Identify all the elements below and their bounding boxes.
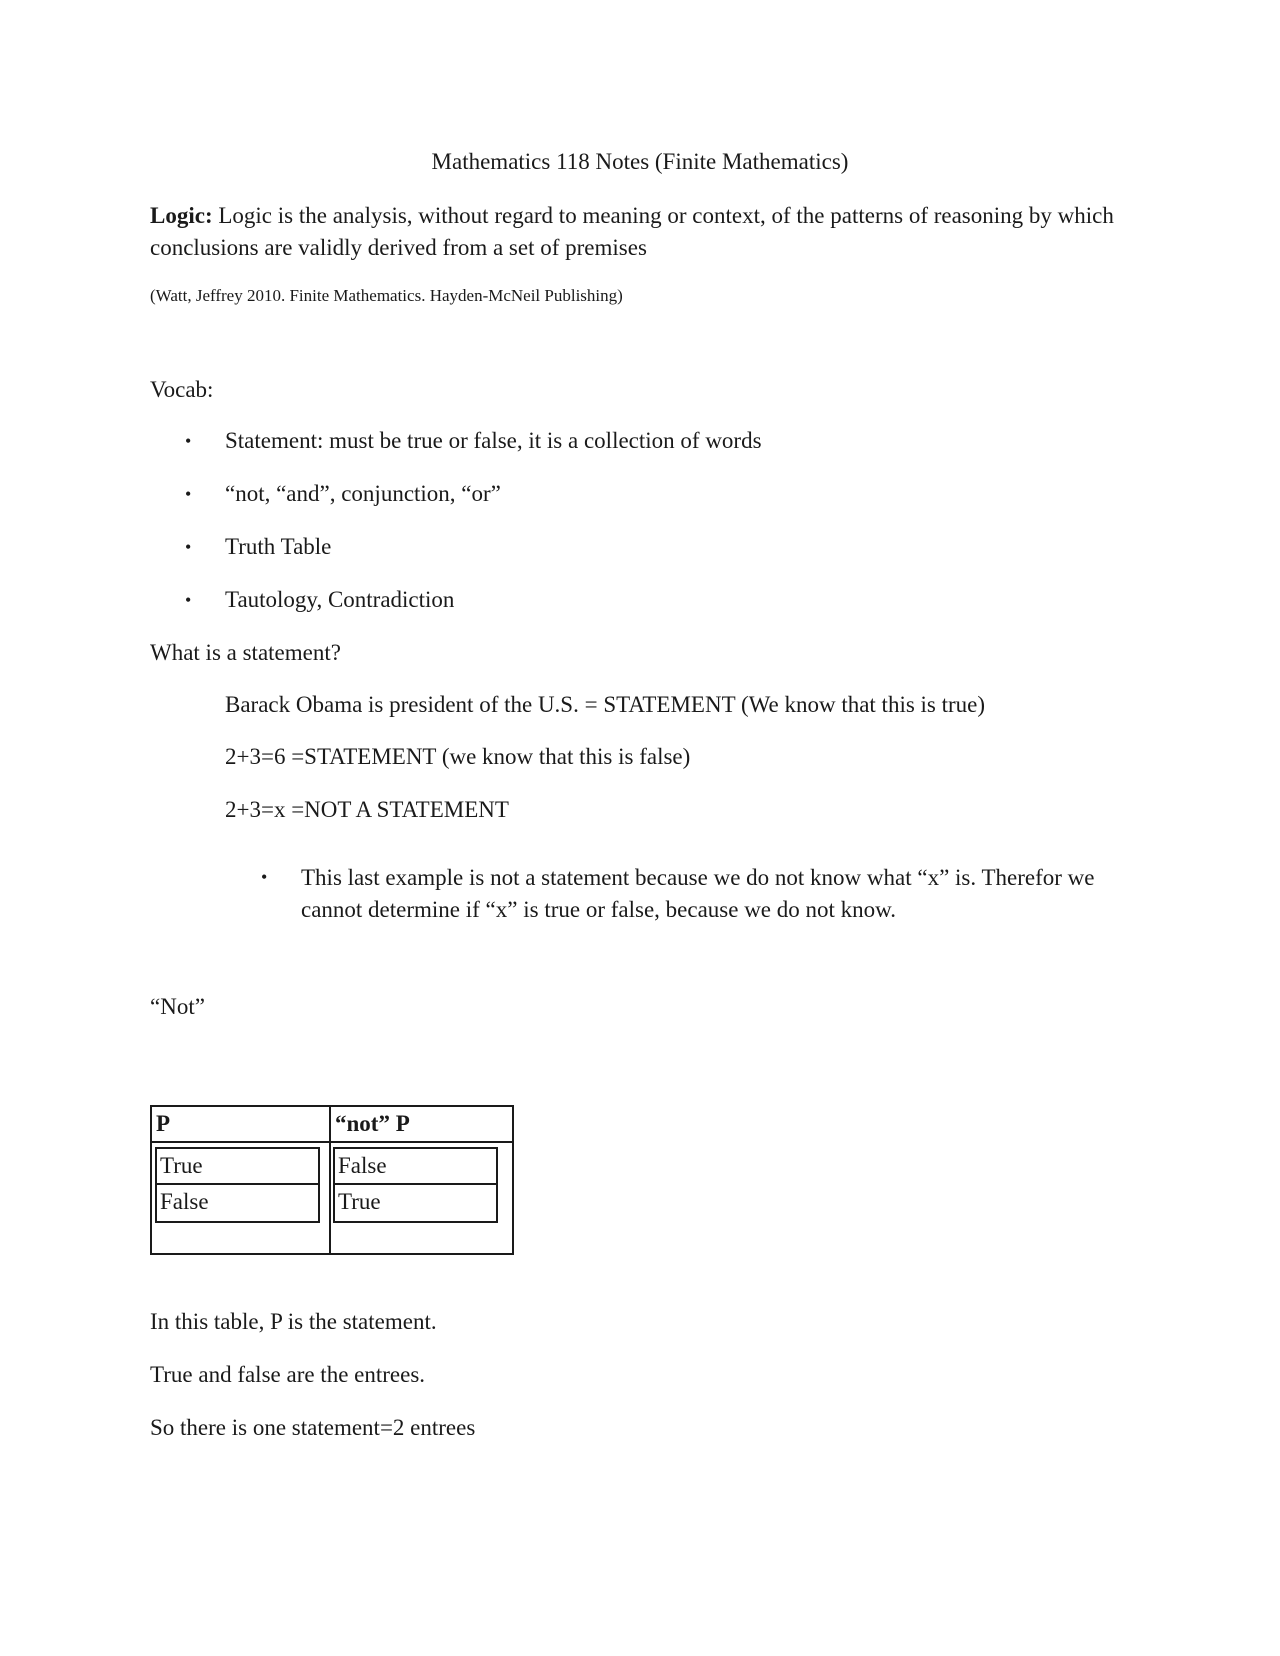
table-header-not-p: “not” P [335, 1111, 410, 1136]
bullet-glyph: • [185, 484, 192, 504]
bullet-glyph: • [185, 537, 192, 557]
vocab-item: Truth Table [225, 534, 332, 559]
vocab-item: Statement: must be true or false, it is a collection of words [225, 428, 762, 453]
statement-heading: What is a statement? [150, 640, 341, 665]
bullet-glyph: • [261, 867, 268, 887]
bullet-glyph: • [185, 590, 192, 610]
truth-table-not [150, 1105, 514, 1255]
closing-line: True and false are the entrees. [150, 1362, 426, 1387]
table-header-p: P [156, 1111, 171, 1136]
vocab-item: “not, “and”, conjunction, “or” [225, 481, 501, 506]
table-header-divider [152, 1141, 512, 1143]
logic-text: Logic is the analysis, without regard to meaning or context, of the patterns of reasoning by which conclusions are validly derived from a set of premises [150, 203, 1114, 260]
statement-explanation: This last example is not a statement because we do not know what “x” is. Therefor we cannot determine if “x” is true or false, because we do not know. [301, 865, 1095, 922]
closing-line: In this table, P is the statement. [150, 1309, 437, 1334]
table-cell: False [335, 1149, 496, 1185]
citation: (Watt, Jeffrey 2010. Finite Mathematics. Hayden-McNeil Publishing) [150, 286, 623, 305]
table-column-not-p-values [333, 1147, 498, 1223]
bullet-glyph: • [185, 431, 192, 451]
logic-label: Logic: [150, 203, 213, 228]
table-cell: True [157, 1149, 318, 1185]
statement-example: Barack Obama is president of the U.S. = STATEMENT (We know that this is true) [225, 692, 986, 717]
table-cell: True [338, 1189, 381, 1214]
statement-example: 2+3=x =NOT A STATEMENT [225, 797, 509, 822]
statement-example: 2+3=6 =STATEMENT (we know that this is false) [225, 744, 691, 769]
closing-line: So there is one statement=2 entrees [150, 1415, 476, 1440]
vocab-item: Tautology, Contradiction [225, 587, 455, 612]
vocab-heading: Vocab: [150, 377, 214, 402]
table-cell: False [160, 1189, 209, 1214]
table-column-divider [329, 1107, 331, 1253]
page-title: Mathematics 118 Notes (Finite Mathematics) [431, 149, 849, 174]
not-heading: “Not” [150, 994, 205, 1019]
logic-definition [150, 200, 1140, 264]
table-column-p-values [155, 1147, 320, 1223]
